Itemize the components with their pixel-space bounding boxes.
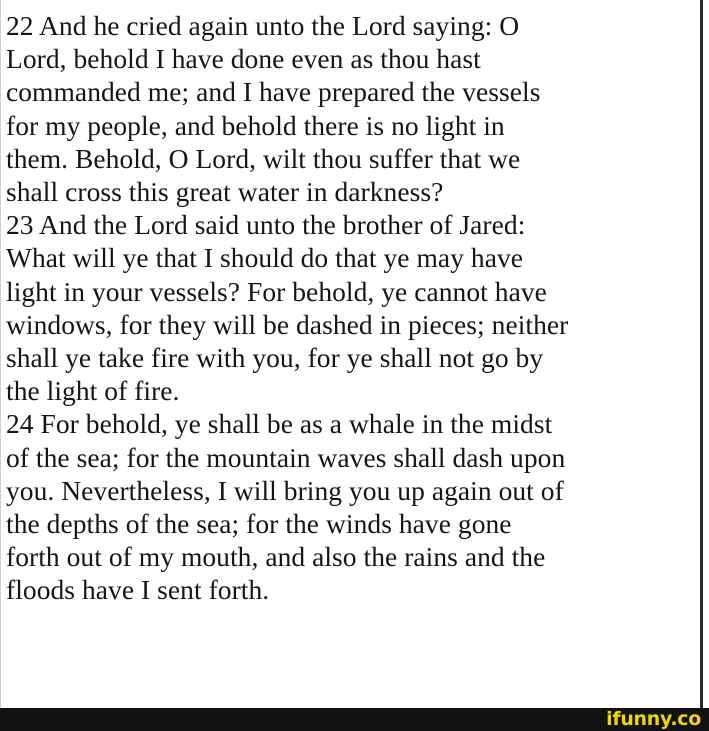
text-line: the light of fire.: [6, 375, 180, 407]
text-line: 23 And the Lord said unto the brother of Jared:: [6, 209, 526, 241]
text-line: for my people, and behold there is no light in: [6, 109, 505, 141]
text-line: 24 For behold, ye shall be as a whale in the midst: [6, 408, 553, 440]
text-line: the depths of the sea; for the winds have gone: [6, 508, 512, 540]
text-line: windows, for they will be dashed in pieces; neither: [6, 308, 569, 340]
ifunny-watermark: ifunny.co: [606, 708, 701, 730]
text-line: of the sea; for the mountain waves shall dash upon: [6, 441, 566, 473]
text-line: Lord, behold I have done even as thou hast: [6, 43, 481, 75]
text-line: you. Nevertheless, I will bring you up again out of: [6, 474, 564, 506]
watermark-bar: [0, 708, 709, 731]
text-line: light in your vessels? For behold, ye cannot have: [6, 275, 547, 307]
text-line: 22 And he cried again unto the Lord saying: O: [6, 10, 520, 41]
text-line: commanded me; and I have prepared the vessels: [6, 76, 541, 108]
text-line: What will ye that I should do that ye may have: [6, 242, 524, 274]
scripture-text: [6, 9, 696, 607]
text-line: shall cross this great water in darkness?: [6, 176, 444, 208]
text-line: forth out of my mouth, and also the rains and the: [6, 541, 546, 573]
text-line: shall ye take fire with you, for ye shall not go by: [6, 342, 544, 374]
text-line: them. Behold, O Lord, wilt thou suffer that we: [6, 142, 521, 174]
text-line: floods have I sent forth.: [6, 574, 270, 606]
